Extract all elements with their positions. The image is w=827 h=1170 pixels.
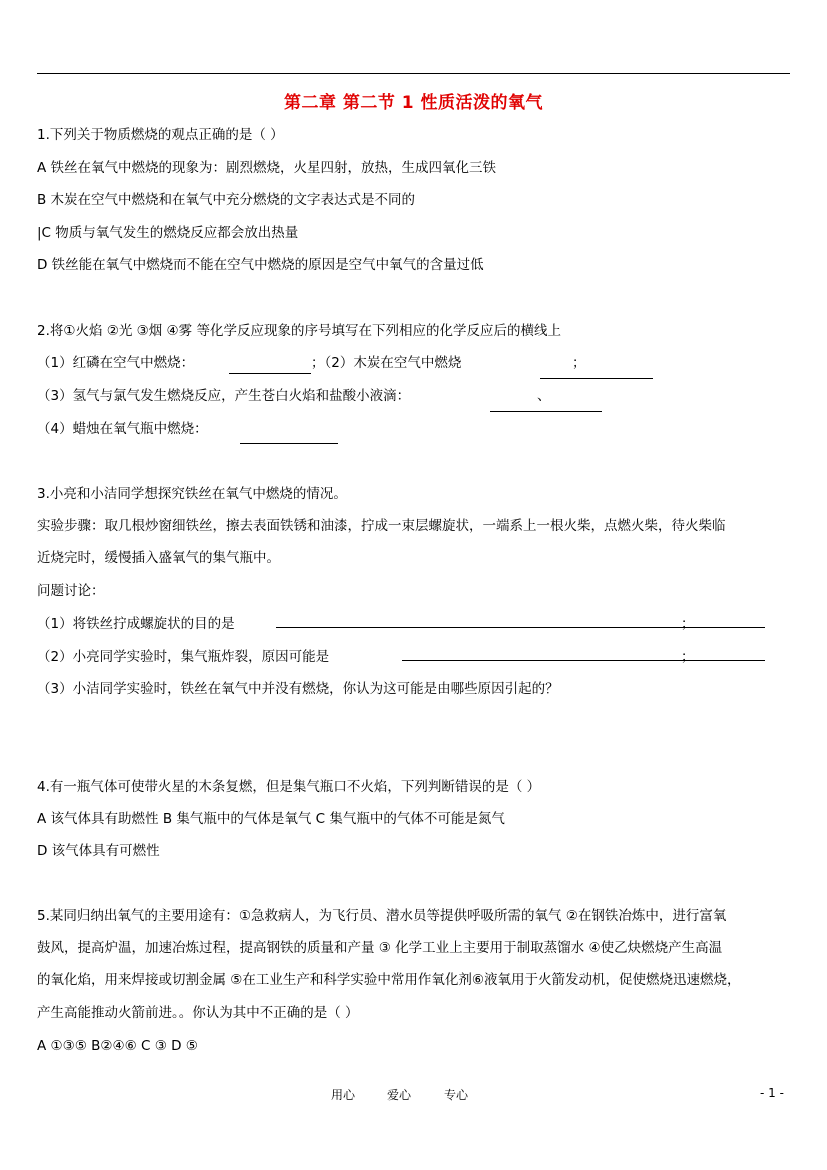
q5-options: A ①③⑤ B②④⑥ C ③ D ⑤: [37, 1038, 198, 1054]
q3-stem: 3.小亮和小洁同学想探究铁丝在氧气中燃烧的情况。: [37, 486, 347, 502]
q2-part1-label: （1）红磷在空气中燃烧：: [37, 355, 195, 371]
q1-stem: 1.下列关于物质燃烧的观点正确的是（ ）: [37, 127, 284, 143]
q2-blank-1[interactable]: [229, 373, 311, 374]
q3-discussion-label: 问题讨论：: [37, 583, 105, 599]
q5-line-4: 产生高能推动火箭前进。。你认为其中不正确的是（ ）: [37, 1005, 359, 1021]
footer-word-1: 用心: [331, 1088, 356, 1102]
q1-option-b: B 木炭在空气中燃烧和在氧气中充分燃烧的文字表达式是不同的: [37, 192, 416, 208]
header-rule: [37, 73, 790, 74]
q1-option-a: A 铁丝在氧气中燃烧的现象为：剧烈燃烧，火星四射，放热，生成四氧化三铁: [37, 160, 497, 176]
q2-part2-end: ；: [572, 355, 586, 371]
q5-line-2: 鼓风，提高炉温，加速冶炼过程，提高钢铁的质量和产量 ③ 化学工业上主要用于制取蒸馏水 ④使乙炔燃烧产生高温: [37, 940, 723, 956]
q3-sub2-label: （2）小亮同学实验时，集气瓶炸裂，原因可能是: [37, 649, 330, 665]
q2-blank-4[interactable]: [240, 443, 338, 444]
q3-step-line-2: 近烧完时，缓慢插入盛氧气的集气瓶中。: [37, 550, 280, 566]
q3-sub1-end: ；: [681, 616, 695, 632]
q4-stem: 4.有一瓶气体可使带火星的木条复燃，但是集气瓶口不火焰，下列判断错误的是（ ）: [37, 779, 541, 795]
q5-line-1: 5.某同归纳出氧气的主要用途有：①急救病人，为飞行员、潜水员等提供呼吸所需的氧气 ②在钢铁冶炼中，进行富氧: [37, 908, 727, 924]
footer-word-2: 爱心: [387, 1088, 412, 1102]
q4-option-d: D 该气体具有可燃性: [37, 843, 160, 859]
q5-line-3: 的氧化焰，用来焊接或切割金属 ⑤在工业生产和科学实验中常用作氧化剂⑥液氧用于火箭发动机，促使燃烧迅速燃烧，: [37, 972, 741, 988]
q4-options-abc: A 该气体具有助燃性 B 集气瓶中的气体是氧气 C 集气瓶中的气体不可能是氮气: [37, 811, 505, 827]
q1-option-c: |C 物质与氧气发生的燃烧反应都会放出热量: [37, 225, 299, 241]
q3-sub2-end: ；: [681, 649, 695, 665]
q1-option-d: D 铁丝能在氧气中燃烧而不能在空气中燃烧的原因是空气中氧气的含量过低: [37, 257, 484, 273]
q3-sub3-label: （3）小洁同学实验时，铁丝在氧气中并没有燃烧，你认为这可能是由哪些原因引起的？: [37, 681, 559, 697]
page-title: 第二章 第二节 1 性质活泼的氧气: [283, 93, 544, 113]
q2-blank-3[interactable]: [490, 411, 602, 412]
q2-part4-label: （4）蜡烛在氧气瓶中燃烧：: [37, 421, 208, 437]
q3-sub1-label: （1）将铁丝拧成螺旋状的目的是: [37, 616, 235, 632]
q2-stem: 2.将①火焰 ②光 ③烟 ④雾 等化学反应现象的序号填写在下列相应的化学反应后的横线上: [37, 323, 561, 339]
page-number: - 1 -: [760, 1086, 784, 1100]
q2-part3-label: （3）氢气与氯气发生燃烧反应，产生苍白火焰和盐酸小液滴：: [37, 388, 411, 404]
q2-blank-2[interactable]: [540, 378, 653, 379]
q2-part2-label: ；（2）木炭在空气中燃烧: [311, 355, 462, 371]
q3-step-line-1: 实验步骤：取几根炒窗细铁丝，擦去表面铁锈和油漆，拧成一束层螺旋状，一端系上一根火柴，点燃火柴，待火柴临: [37, 518, 726, 534]
q3-blank-2[interactable]: [402, 660, 765, 661]
footer-word-3: 专心: [444, 1088, 469, 1102]
q2-part3-sep: 、: [537, 388, 551, 404]
